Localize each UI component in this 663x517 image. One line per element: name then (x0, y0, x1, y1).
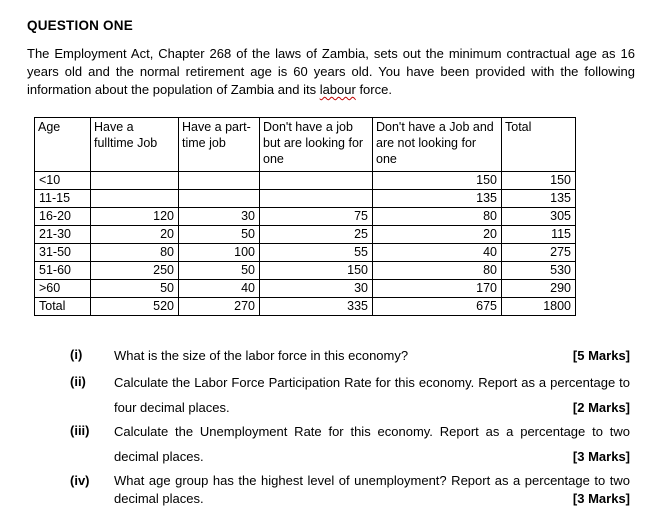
value-cell: 80 (91, 244, 179, 262)
value-cell: 290 (502, 280, 576, 298)
question-number: (i) (70, 347, 83, 362)
age-cell: Total (35, 298, 91, 316)
table-row (35, 226, 576, 244)
question-marks: [3 Marks] (572, 491, 630, 506)
header-looking: Don't have a job but are looking for one (260, 118, 373, 172)
value-cell: 530 (502, 262, 576, 280)
value-cell: 305 (502, 208, 576, 226)
value-cell: 25 (260, 226, 373, 244)
question-number: (ii) (70, 374, 86, 389)
table-row (35, 244, 576, 262)
intro-paragraph (27, 45, 635, 99)
question-marks: [2 Marks] (572, 400, 630, 415)
question-text: What age group has the highest level of unemployment? Report as a percentage to two decimal places. [3 Marks] (114, 473, 630, 506)
question-text: Calculate the Unemployment Rate for this economy. Report as a percentage to two decimal places. [3 Marks] (114, 419, 630, 469)
question-heading: QUESTION ONE (27, 18, 133, 33)
value-cell (91, 190, 179, 208)
age-cell: 31-50 (35, 244, 91, 262)
value-cell: 150 (260, 262, 373, 280)
value-cell: 1800 (502, 298, 576, 316)
header-total: Total (502, 118, 576, 172)
population-table (34, 117, 576, 316)
table-row (35, 208, 576, 226)
value-cell: 30 (179, 208, 260, 226)
value-cell: 675 (373, 298, 502, 316)
value-cell: 170 (373, 280, 502, 298)
question-text: Calculate the Labor Force Participation Rate for this economy. Report as a percentage to four decimal places. [2 Marks] (114, 370, 630, 420)
age-cell: 16-20 (35, 208, 91, 226)
value-cell: 30 (260, 280, 373, 298)
spellcheck-flagged-word: labour (319, 82, 356, 97)
value-cell: 40 (373, 244, 502, 262)
intro-text: The Employment Act, Chapter 268 of the laws of Zambia, sets out the minimum contractual age as 16 years old and the normal retirement age is 60 years old. You have been provided with the following information about the population of Zambia and its (27, 46, 635, 97)
value-cell: 150 (502, 172, 576, 190)
table-row (35, 298, 576, 316)
header-fulltime: Have a fulltime Job (91, 118, 179, 172)
age-cell: <10 (35, 172, 91, 190)
value-cell (179, 190, 260, 208)
value-cell: 335 (260, 298, 373, 316)
header-parttime: Have a part-time job (179, 118, 260, 172)
value-cell: 50 (179, 262, 260, 280)
value-cell: 40 (179, 280, 260, 298)
value-cell: 20 (373, 226, 502, 244)
question-marks: [3 Marks] (572, 449, 630, 464)
table-row (35, 262, 576, 280)
value-cell: 520 (91, 298, 179, 316)
question-number: (iii) (70, 423, 90, 438)
header-not-looking: Don't have a Job and are not looking for one (373, 118, 502, 172)
value-cell: 100 (179, 244, 260, 262)
value-cell: 80 (373, 208, 502, 226)
table-row (35, 190, 576, 208)
value-cell: 80 (373, 262, 502, 280)
value-cell: 150 (373, 172, 502, 190)
value-cell: 50 (179, 226, 260, 244)
value-cell: 135 (373, 190, 502, 208)
question-number: (iv) (70, 473, 90, 488)
value-cell: 135 (502, 190, 576, 208)
value-cell (260, 172, 373, 190)
value-cell: 50 (91, 280, 179, 298)
age-cell: 21-30 (35, 226, 91, 244)
question-text: What is the size of the labor force in this economy? [5 Marks] (114, 343, 630, 368)
value-cell (179, 172, 260, 190)
value-cell: 270 (179, 298, 260, 316)
value-cell: 55 (260, 244, 373, 262)
value-cell (260, 190, 373, 208)
question-marks: [5 Marks] (572, 348, 630, 363)
intro-text-end: force. (355, 82, 392, 97)
age-cell: 51-60 (35, 262, 91, 280)
table-header-row (35, 118, 576, 172)
table-row (35, 172, 576, 190)
value-cell: 120 (91, 208, 179, 226)
value-cell: 75 (260, 208, 373, 226)
age-cell: 11-15 (35, 190, 91, 208)
header-age: Age (35, 118, 91, 172)
value-cell: 275 (502, 244, 576, 262)
value-cell (91, 172, 179, 190)
age-cell: >60 (35, 280, 91, 298)
table-row (35, 280, 576, 298)
value-cell: 250 (91, 262, 179, 280)
value-cell: 115 (502, 226, 576, 244)
value-cell: 20 (91, 226, 179, 244)
